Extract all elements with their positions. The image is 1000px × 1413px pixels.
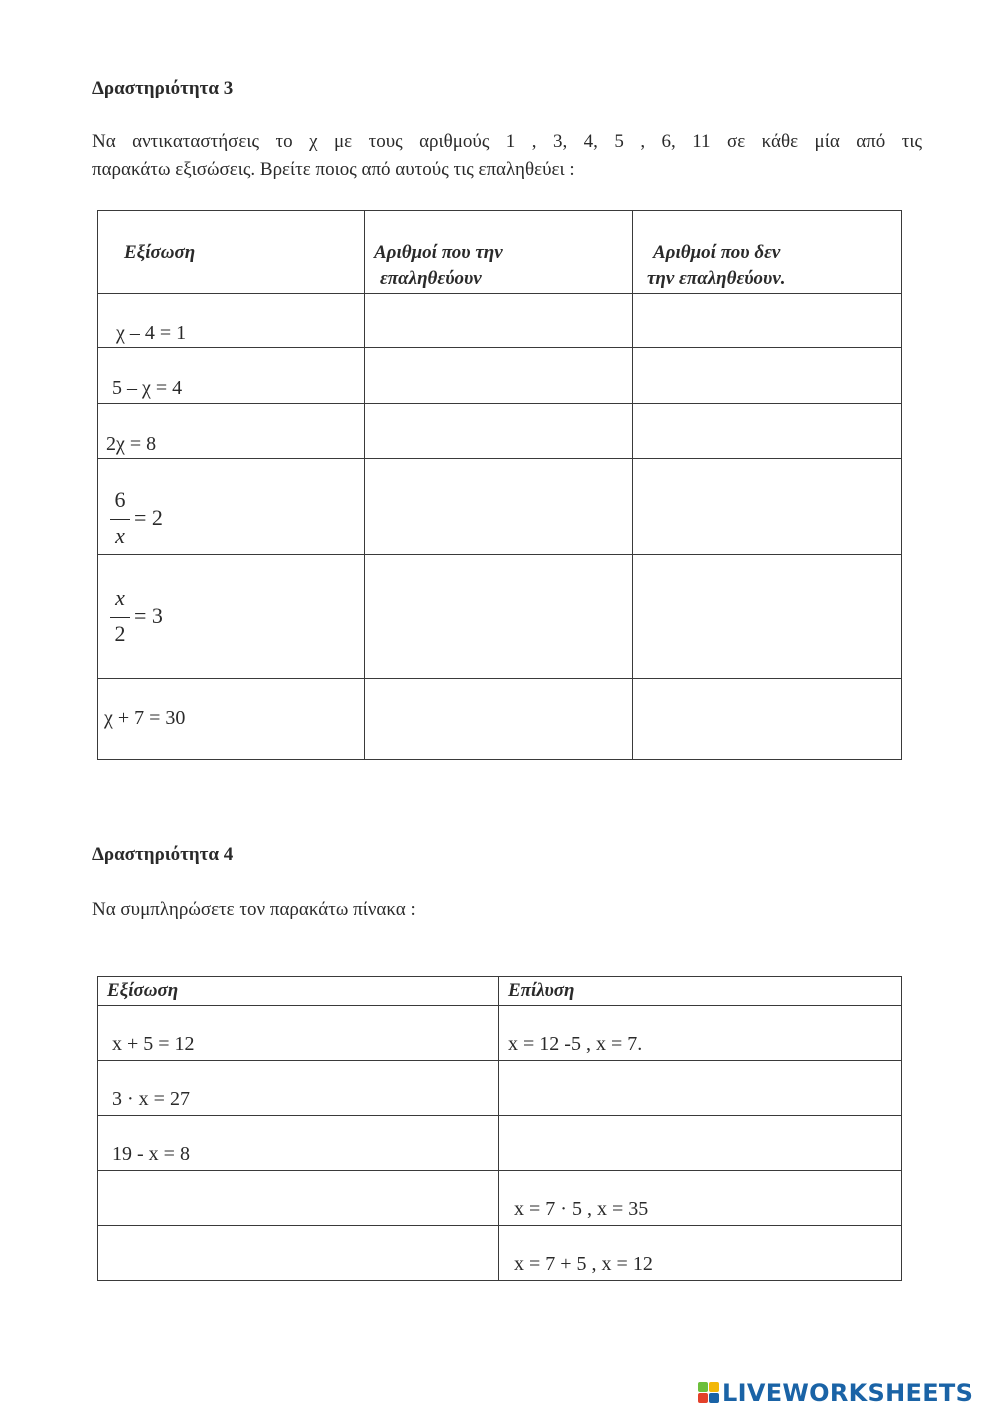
header-solution: Επίλυση [508,980,575,1001]
liveworksheets-logo[interactable] [698,1377,973,1409]
equation-cell [98,1116,499,1171]
header-equation-cell [98,977,499,1006]
table-row [98,1226,902,1281]
equation-text: x + 5 = 12 [112,1033,195,1055]
equation-cell [98,1061,499,1116]
equation-cell [98,1006,499,1061]
satisfy-answer-cell[interactable] [365,294,633,348]
satisfy-answer-cell[interactable] [365,679,633,760]
logo-text: LIVEWORKSHEETS [722,1379,974,1407]
solution-cell [499,1226,902,1281]
table-row [98,294,902,348]
not-satisfy-answer-cell[interactable] [633,555,902,679]
table-row [98,1116,902,1171]
fraction-numerator: x [115,585,125,610]
solution-answer-cell[interactable] [499,1061,902,1116]
not-satisfy-answer-cell[interactable] [633,459,902,555]
equation-text: 19 - x = 8 [112,1143,190,1165]
header-not-satisfy-line1: Αριθμοί που δεν [653,242,781,263]
equation-answer-cell[interactable] [98,1226,499,1281]
table-row [98,404,902,459]
activity-3-title: Δραστηριότητα 3 [92,78,234,99]
satisfy-answer-cell[interactable] [365,348,633,404]
solution-text: x = 7 · 5 , x = 35 [514,1198,649,1220]
table-row [98,1061,902,1116]
fraction-bar [110,617,130,618]
fraction-equation [110,585,190,655]
equation-cell [98,679,365,760]
solution-text: x = 12 -5 , x = 7. [508,1033,643,1055]
not-satisfy-answer-cell[interactable] [633,294,902,348]
equation-cell [98,459,365,555]
equation-text: χ – 4 = 1 [116,322,187,344]
activity-3-instructions-line2: παρακάτω εξισώσεις. Βρείτε ποιος από αυτούς τις επαληθεύει : [92,159,575,180]
not-satisfy-answer-cell[interactable] [633,348,902,404]
fraction-numerator: 6 [114,487,126,512]
equation-text: 2χ = 8 [106,433,157,455]
header-solution-cell [499,977,902,1006]
activity-3-header-row [98,211,902,294]
header-satisfy-line2: επαληθεύουν [380,268,482,289]
solution-cell [499,1171,902,1226]
header-satisfy [374,240,503,292]
solution-text: x = 7 + 5 , x = 12 [514,1253,653,1275]
activity-3-instructions [92,128,922,184]
equation-text: 3 · x = 27 [112,1088,190,1110]
header-not-satisfy-cell [633,211,902,294]
activity-4-table [97,976,902,1281]
equation-text: χ + 7 = 30 [104,707,186,729]
activity-3-instructions-line1: Να αντικαταστήσεις το χ με τους αριθμούς 1 , 3, 4, 5 , 6, 11 σε κάθε μία από τις [92,131,922,152]
solution-cell [499,1006,902,1061]
fraction-denominator: 2 [114,621,126,646]
equation-cell [98,555,365,679]
not-satisfy-answer-cell[interactable] [633,404,902,459]
table-row [98,679,902,760]
activity-4-header-row [98,977,902,1006]
liveworksheets-logo-icon [698,1382,720,1404]
not-satisfy-answer-cell[interactable] [633,679,902,760]
header-not-satisfy-line2: την επαληθεύουν. [647,268,786,289]
table-row [98,348,902,404]
satisfy-answer-cell[interactable] [365,555,633,679]
equation-text: 5 – χ = 4 [112,377,183,399]
table-row [98,1171,902,1226]
equation-cell [98,348,365,404]
solution-answer-cell[interactable] [499,1116,902,1171]
fraction-rhs: = 3 [134,603,163,628]
activity-3-table [97,210,902,760]
fraction-bar [110,519,130,520]
equation-cell [98,294,365,348]
fraction-denominator: x [115,523,125,548]
header-equation-cell [98,211,365,294]
activity-4-title: Δραστηριότητα 4 [92,844,234,865]
activity-4-instructions: Να συμπληρώσετε τον παρακάτω πίνακα : [92,899,416,920]
table-row [98,555,902,679]
fraction-equation [110,487,190,557]
header-satisfy-line1: Αριθμοί που την [374,242,503,263]
equation-cell [98,404,365,459]
fraction-rhs: = 2 [134,505,163,530]
table-row [98,1006,902,1061]
header-equation: Εξίσωση [124,242,196,263]
satisfy-answer-cell[interactable] [365,459,633,555]
satisfy-answer-cell[interactable] [365,404,633,459]
equation-answer-cell[interactable] [98,1171,499,1226]
header-satisfy-cell [365,211,633,294]
header-not-satisfy [647,240,786,292]
header-equation: Εξίσωση [107,980,179,1001]
table-row [98,459,902,555]
